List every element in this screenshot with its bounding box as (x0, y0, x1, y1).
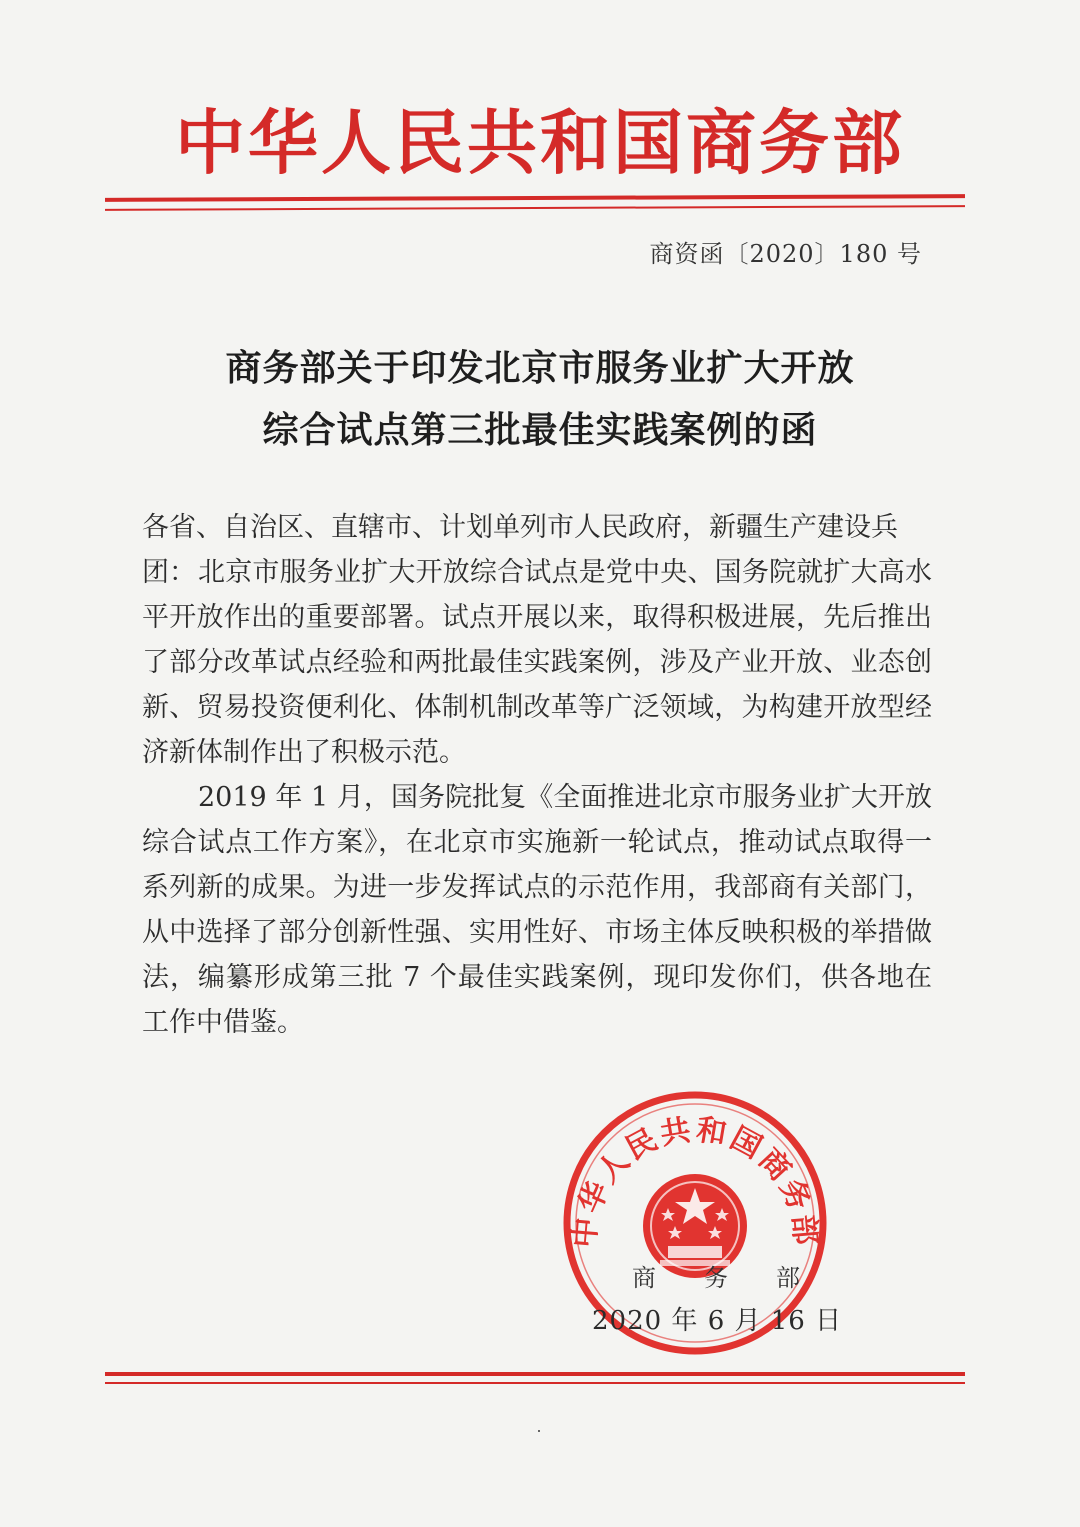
document-title-line-2: 综合试点第三批最佳实践案例的函 (262, 409, 818, 451)
document-number: 商资函〔2020〕180 号 (649, 240, 922, 268)
body-paragraph-1: 北京市服务业扩大开放综合试点是党中央、国务院就扩大高水平开放作出的重要部署。试点开展以来，取得积极进展，先后推出了部分改革试点经验和两批最佳实践案例，涉及产业开放、业态创新、贸易投资便利化、体制机制改革等广泛领域，为构建开放型经济新体制作出了积极示范。 (142, 557, 932, 768)
document-title-line-1: 商务部关于印发北京市服务业扩大开放 (225, 347, 855, 389)
svg-text:中华人民共和国商务部: 中华人民共和国商务部 (567, 1112, 823, 1250)
header-rule-thick (105, 194, 965, 202)
signing-date: 2020 年 6 月 16 日 (592, 1306, 843, 1336)
footer-rule-thick (105, 1372, 965, 1376)
masthead-title: 中华人民共和国商务部 (175, 101, 905, 184)
header-rule-thin (105, 205, 965, 211)
signing-organization: 商务部 (632, 1264, 848, 1292)
footer-rule-thin (105, 1382, 965, 1384)
body-paragraph-2: 2019 年 1 月，国务院批复《全面推进北京市服务业扩大开放综合试点工作方案》，在北京市实施新一轮试点，推动试点取得一系列新的成果。为进一步发挥试点的示范作用，我部商有关部门，从中选择了部分创新性强、实用性好、市场主体反映积极的举措做法，编纂形成第三批 7 个最佳实践案例，现印发你们，供各地在工作中借鉴。 (142, 782, 932, 1038)
page-mark (538, 1430, 540, 1432)
salutation: 各省、自治区、直辖市、计划单列市人民政府，新疆生产建设兵团： (142, 512, 898, 588)
